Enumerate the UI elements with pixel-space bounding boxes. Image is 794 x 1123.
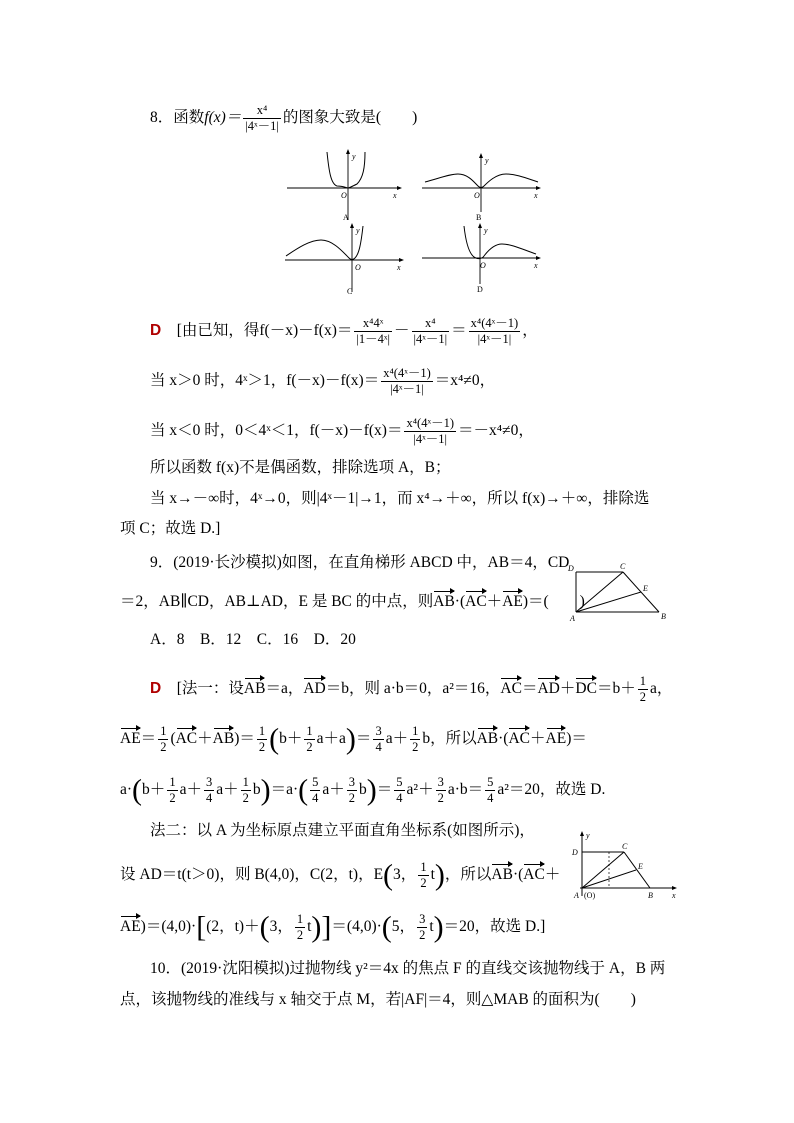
svg-text:O: O <box>474 191 480 200</box>
svg-text:O: O <box>341 191 347 200</box>
svg-text:x: x <box>393 191 397 200</box>
svg-text:D: D <box>477 285 483 294</box>
sol8-line1: D [由已知，得f(－x)－f(x)＝ $\frac{\text{x⁴4ˣ}}{\text{|1－4ˣ|}}$ － $\frac{\text{x⁴}}{\text{|4ˣ－1|}}$ ＝ $\frac{\text{x⁴(4ˣ－1)}}{\text{|4ˣ－1|}}$ ， <box>150 316 538 346</box>
sol9-method2-line3: AE)＝(4,0)·[(2，t)＋(3， $\frac{1}{2}$ t)]＝(4,0)·(5， $\frac{3}{2}$ t)＝20，故选 D.] <box>120 910 546 944</box>
svg-text:A: A <box>343 213 349 222</box>
answer-mark: D <box>150 322 162 340</box>
q8-stem: 8．函数f(x)＝ $\frac{\text{x⁴}}{\text{|4ˣ－1|}}$ 的图象大致是( ) <box>150 103 418 133</box>
graph-option-c <box>283 222 408 297</box>
sol8-line5: 当 x→－∞时，4ˣ→0，则|4ˣ－1|→1，而 x⁴→＋∞，所以 f(x)→＋∞，排除选 <box>150 490 650 507</box>
sol9-line1: D [法一：设AB＝a，AD＝b，则 a·b＝0，a²＝16，AC＝AD＋DC＝b＋ $\frac{1}{2}$ a， <box>150 674 673 704</box>
sol9-line3: a·(b＋ $\frac{1}{2}$ a＋ $\frac{3}{4}$ a＋ $\frac{1}{2}$ b)＝a·( $\frac{5}{4}$ a＋ $\frac{3}{2}$ b)＝ $\frac{5}{4}$ a²＋ $\frac{3}{2}$ a·b＝ $\frac{5}{4}$ a²＝20，故选 D. <box>120 773 606 807</box>
svg-text:B: B <box>648 891 653 900</box>
svg-text:O: O <box>355 263 361 272</box>
svg-text:y: y <box>586 831 590 840</box>
svg-text:E: E <box>638 862 643 871</box>
svg-text:B: B <box>476 213 482 222</box>
graph-option-d <box>420 222 545 297</box>
svg-text:x: x <box>534 261 538 270</box>
sol8-line3: 当 x＜0 时，0＜4ˣ＜1，f(－x)－f(x)＝ $\frac{\text{x⁴(4ˣ－1)}}{\text{|4ˣ－1|}}$ ＝－x⁴≠0， <box>150 416 534 446</box>
graph-option-b <box>420 152 545 227</box>
svg-text:O: O <box>480 261 486 270</box>
svg-text:y: y <box>485 156 489 165</box>
svg-text:y: y <box>484 226 488 235</box>
svg-text:x: x <box>534 191 538 200</box>
sol8-line2: 当 x＞0 时，4ˣ＞1，f(－x)－f(x)＝ $\frac{\text{x⁴(4ˣ－1)}}{\text{|4ˣ－1|}}$ ＝x⁴≠0， <box>150 366 496 396</box>
svg-text:x: x <box>672 891 676 900</box>
svg-text:B: B <box>661 612 666 621</box>
sol9-method2-line1: 法二：以 A 为坐标原点建立平面直角坐标系(如图所示)， <box>150 822 535 839</box>
svg-text:x: x <box>397 263 401 272</box>
sol9-method2-line2: 设 AD＝t(t＞0)，则 B(4,0)，C(2，t)，E(3， $\frac{1}{2}$ t)，所以AB·(AC＋ <box>120 858 561 892</box>
q10-line2: 点，该抛物线的准线与 x 轴交于点 M，若|AF|＝4，则△MAB 的面积为( ) <box>120 991 636 1008</box>
sol8-line6: 项 C；故选 D.] <box>120 520 221 537</box>
svg-text:y: y <box>352 152 356 161</box>
q9-line1: 9．(2019·长沙模拟)如图，在直角梯形 ABCD 中，AB＝4，CD <box>150 554 570 571</box>
svg-text:C: C <box>622 842 628 851</box>
sol9-line2: AE＝ $\frac{1}{2}$ (AC＋AB)＝ $\frac{1}{2}$ (b＋ $\frac{1}{2}$ a＋a)＝ $\frac{3}{4}$ a＋ $\frac{1}{2}$ b，所以AB·(AC＋AE)＝ <box>120 722 587 756</box>
q8-fraction: $\frac{\text{x⁴}}{\text{|4ˣ－1|}}$ <box>245 103 279 133</box>
coordinate-figure <box>562 828 682 900</box>
svg-text:C: C <box>347 287 353 296</box>
trapezoid-figure <box>566 560 678 624</box>
svg-text:y: y <box>356 226 360 235</box>
svg-text:A: A <box>574 891 579 900</box>
q10-line1: 10．(2019·沈阳模拟)过抛物线 y²＝4x 的焦点 F 的直线交该抛物线于 A，B 两 <box>150 960 666 977</box>
svg-text:C: C <box>620 562 626 571</box>
q9-line2: ＝2，AB∥CD，AB⊥AD，E 是 BC 的中点，则AB·(AC＋AE)＝( ) <box>120 593 585 610</box>
sol8-line4: 所以函数 f(x)不是偶函数，排除选项 A，B； <box>150 459 451 476</box>
svg-text:(O): (O) <box>584 891 596 900</box>
svg-text:A: A <box>570 614 575 623</box>
svg-text:D: D <box>572 848 578 857</box>
svg-text:D: D <box>568 564 574 573</box>
graph-option-a <box>285 148 405 223</box>
svg-text:E: E <box>643 584 648 593</box>
q9-options: A．8 B．12 C．16 D．20 <box>150 631 356 648</box>
